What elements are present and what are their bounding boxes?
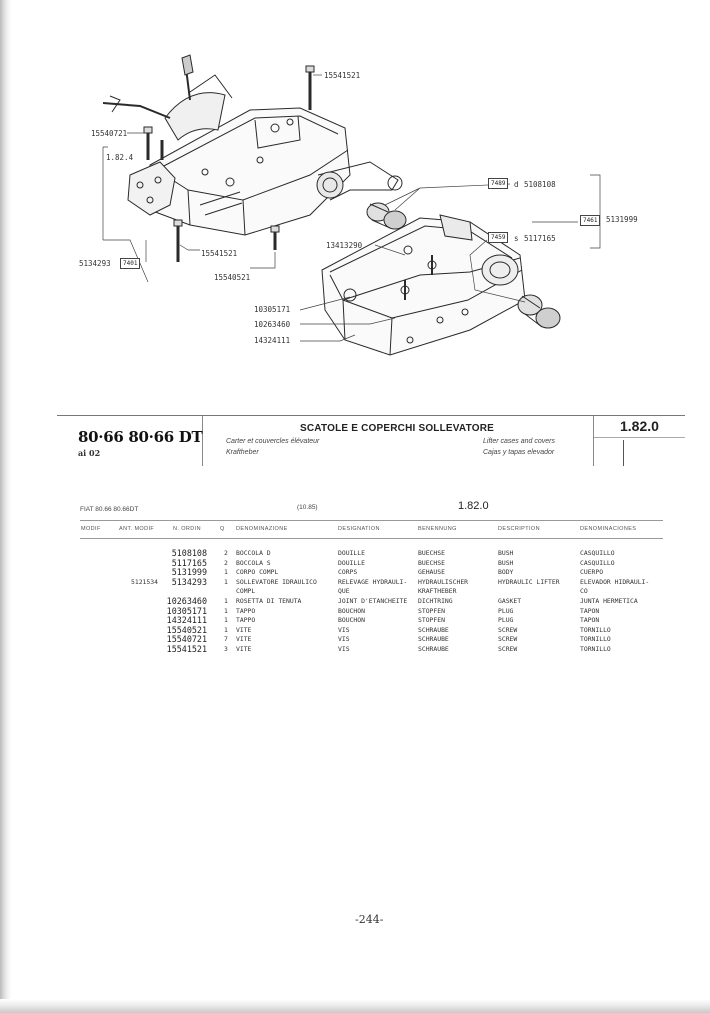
label-d: d	[514, 180, 519, 189]
ref-box-7401: 7401	[120, 258, 140, 269]
fiat-model-ref: FIAT 80.66 80.66DT	[80, 506, 139, 513]
cell-fr: DOUILLE	[338, 549, 365, 557]
label-5134293: 5134293	[79, 259, 111, 268]
cell-es: CUERPO	[580, 568, 604, 577]
cell-it: CORPO COMPL	[236, 568, 279, 577]
cell-de: SCHRAUBE	[418, 635, 449, 644]
cell-de: HYDRAULISCHER	[418, 577, 469, 586]
cell-de: KRAFTHEBER	[418, 587, 457, 596]
label-5131999: 5131999	[606, 215, 638, 224]
cell-fr: VIS	[338, 645, 350, 653]
cell-q: 1	[224, 625, 228, 634]
cell-q: 1	[224, 606, 228, 615]
col-header-n-ordin: N. ORDIN	[173, 526, 201, 532]
model-name: 80·66 80·66 DT	[78, 428, 203, 446]
cell-n: 14324111	[166, 615, 207, 626]
col-header-benennung: BENENNUNG	[418, 526, 457, 532]
label-5117165: 5117165	[524, 234, 556, 243]
cell-es: TORNILLO	[580, 645, 611, 653]
cell-de: BUECHSE	[418, 549, 445, 557]
cell-fr: BOUCHON	[338, 606, 365, 615]
cell-it: TAPPO	[236, 606, 256, 615]
title-spanish: Cajas y tapas elevador	[483, 449, 555, 456]
ref-box-7461: 7461	[580, 215, 600, 226]
cell-it: VITE	[236, 645, 252, 653]
cell-fr: VIS	[338, 635, 350, 644]
col-header-q: Q	[220, 526, 225, 532]
cell-de: GEHAUSE	[418, 568, 445, 577]
table-section-code: 1.82.0	[458, 500, 489, 512]
exploded-diagram	[0, 0, 710, 400]
title-block-divider-right	[593, 416, 594, 466]
cell-n: 10305171	[166, 605, 207, 616]
cell-it: TAPPO	[236, 616, 256, 625]
cell-n: 5108108	[171, 548, 207, 558]
cell-fr: VIS	[338, 625, 350, 634]
edition-date: (10.85)	[297, 504, 318, 511]
title-german: Kraftheber	[226, 449, 259, 456]
label-15540721: 15540721	[91, 129, 128, 138]
cell-n: 10263460	[166, 596, 207, 606]
cell-it: ROSETTA DI TENUTA	[236, 597, 302, 605]
cell-it: BOCCOLA S	[236, 558, 271, 567]
cell-fr: RELEVAGE HYDRAULI-	[338, 577, 408, 586]
col-header-designation: DESIGNATION	[338, 526, 380, 532]
cell-es: TORNILLO	[580, 635, 611, 644]
label-15541521-top: 15541521	[324, 71, 361, 80]
label-13413290: 13413290	[326, 241, 363, 250]
cell-n: 5131999	[171, 567, 207, 578]
cell-en: HYDRAULIC LIFTER	[498, 577, 560, 586]
table-top-rule	[80, 520, 663, 521]
cell-es: ELEVADOR HIDRAULI-	[580, 577, 650, 586]
cell-it: BOCCOLA D	[236, 549, 271, 557]
label-14324111: 14324111	[254, 336, 291, 345]
cell-de: SCHRAUBE	[418, 645, 449, 653]
col-header-denominazione: DENOMINAZIONE	[236, 526, 288, 532]
col-header-description: DESCRIPTION	[498, 526, 540, 532]
cell-it: VITE	[236, 625, 252, 634]
cell-en: SCREW	[498, 625, 518, 634]
label-10263460: 10263460	[254, 320, 291, 329]
cell-es: TORNILLO	[580, 625, 611, 634]
cell-de: STOPFEN	[418, 616, 445, 625]
label-1-82-4: 1.82.4	[106, 153, 134, 162]
cell-ant: 5121534	[131, 577, 158, 586]
cell-fr: CORPS	[338, 568, 358, 577]
cell-n: 5117165	[171, 557, 207, 568]
cell-de: SCHRAUBE	[418, 625, 449, 634]
cell-fr: JOINT D'ETANCHEITE	[338, 597, 408, 605]
cell-es: CO	[580, 587, 588, 596]
title-block-top-rule	[57, 415, 685, 416]
cell-en: PLUG	[498, 606, 514, 615]
page-number: -244-	[355, 913, 384, 926]
cell-n: 15541521	[166, 644, 207, 654]
cell-fr: QUE	[338, 587, 350, 596]
table-header-rule	[80, 538, 663, 539]
cell-q: 1	[224, 577, 228, 586]
cell-en: BUSH	[498, 558, 514, 567]
cell-es: CASQUILLO	[580, 549, 615, 557]
label-5108108: 5108108	[524, 180, 556, 189]
cell-q: 1	[224, 616, 228, 625]
section-title: SCATOLE E COPERCHI SOLLEVATORE	[300, 423, 494, 434]
cell-en: BUSH	[498, 549, 514, 557]
cell-n: 15540521	[166, 624, 207, 635]
cell-en: SCREW	[498, 645, 518, 653]
ref-box-7459: 7459	[488, 232, 508, 243]
cell-fr: BOUCHON	[338, 616, 365, 625]
cell-it: SOLLEVATORE IDRAULICO	[236, 577, 317, 586]
cell-q: 2	[224, 558, 228, 567]
cell-n: 5134293	[171, 576, 207, 587]
cell-de: BUECHSE	[418, 558, 445, 567]
cell-es: JUNTA HERMETICA	[580, 597, 638, 605]
cell-en: GASKET	[498, 597, 522, 605]
cell-es: TAPON	[580, 616, 600, 625]
cell-es: TAPON	[580, 606, 600, 615]
label-10305171: 10305171	[254, 305, 291, 314]
title-code-rule	[594, 437, 685, 438]
cell-en: SCREW	[498, 635, 518, 644]
cell-de: DICHTRING	[418, 597, 453, 605]
label-15541521-mid: 15541521	[201, 249, 238, 258]
label-s: s	[514, 234, 519, 243]
cell-q: 3	[224, 645, 228, 653]
cell-fr: DOUILLE	[338, 558, 365, 567]
cell-q: 7	[224, 635, 228, 644]
title-english: Lifter cases and covers	[483, 438, 555, 445]
cell-en: BODY	[498, 568, 514, 577]
cell-q: 1	[224, 568, 228, 577]
bush-illustration-d	[367, 203, 406, 229]
model-subcode: ai 02	[78, 448, 101, 458]
cell-q: 1	[224, 597, 228, 605]
cell-it: COMPL	[236, 587, 256, 596]
col-header-ant-modif: ANT. MODIF	[119, 526, 155, 532]
title-french: Carter et couvercles élévateur	[226, 438, 320, 445]
cell-q: 2	[224, 549, 228, 557]
title-code-tick	[623, 440, 624, 466]
col-header-denominaciones: DENOMINACIONES	[580, 526, 637, 532]
ref-box-7489: 7489	[488, 178, 508, 189]
scan-bottom-edge	[0, 999, 710, 1013]
cell-de: STOPFEN	[418, 606, 445, 615]
cell-it: VITE	[236, 635, 252, 644]
label-15540521: 15540521	[214, 273, 251, 282]
cell-en: PLUG	[498, 616, 514, 625]
cell-n: 15540721	[166, 634, 207, 645]
col-header-modif: MODIF	[81, 526, 101, 532]
section-code: 1.82.0	[620, 418, 659, 434]
bush-illustration-s	[518, 295, 560, 328]
cell-es: CASQUILLO	[580, 558, 615, 567]
